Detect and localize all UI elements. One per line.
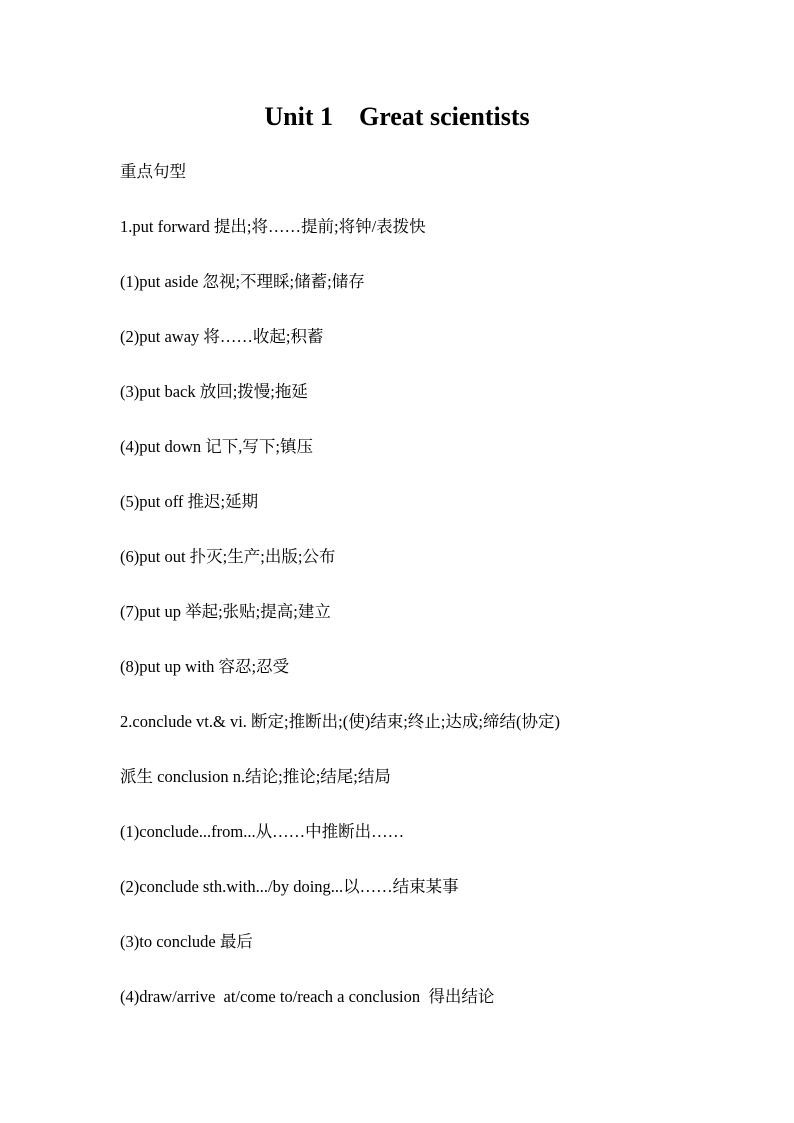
text-line: (3)put back 放回;拨慢;拖延 — [120, 382, 308, 401]
text-line: (5)put off 推迟;延期 — [120, 492, 259, 511]
text-line: 2.conclude vt.& vi. 断定;推断出;(使)结束;终止;达成;缔结(协定) — [120, 712, 560, 731]
text-line: (7)put up 举起;张贴;提高;建立 — [120, 602, 331, 621]
text-line: (2)put away 将……收起;积蓄 — [120, 327, 324, 346]
text-line: (1)put aside 忽视;不理睬;储蓄;储存 — [120, 272, 365, 291]
text-line: (3)to conclude 最后 — [120, 932, 253, 951]
text-line: (2)conclude sth.with.../by doing...以……结束某事 — [120, 877, 459, 896]
text-line: 1.put forward 提出;将……提前;将钟/表拨快 — [120, 217, 426, 236]
page-title: Unit 1 Great scientists — [264, 102, 530, 131]
text-line: (8)put up with 容忍;忍受 — [120, 657, 290, 676]
content-lines — [120, 160, 560, 1040]
section-heading: 重点句型 — [120, 162, 186, 181]
text-line: 派生 conclusion n.结论;推论;结尾;结局 — [120, 767, 391, 786]
text-line: (4)draw/arrive at/come to/reach a conclusion 得出结论 — [120, 987, 495, 1006]
text-line: (4)put down 记下,写下;镇压 — [120, 437, 313, 456]
text-line: (1)conclude...from...从……中推断出…… — [120, 822, 405, 841]
text-line: (6)put out 扑灭;生产;出版;公布 — [120, 547, 336, 566]
